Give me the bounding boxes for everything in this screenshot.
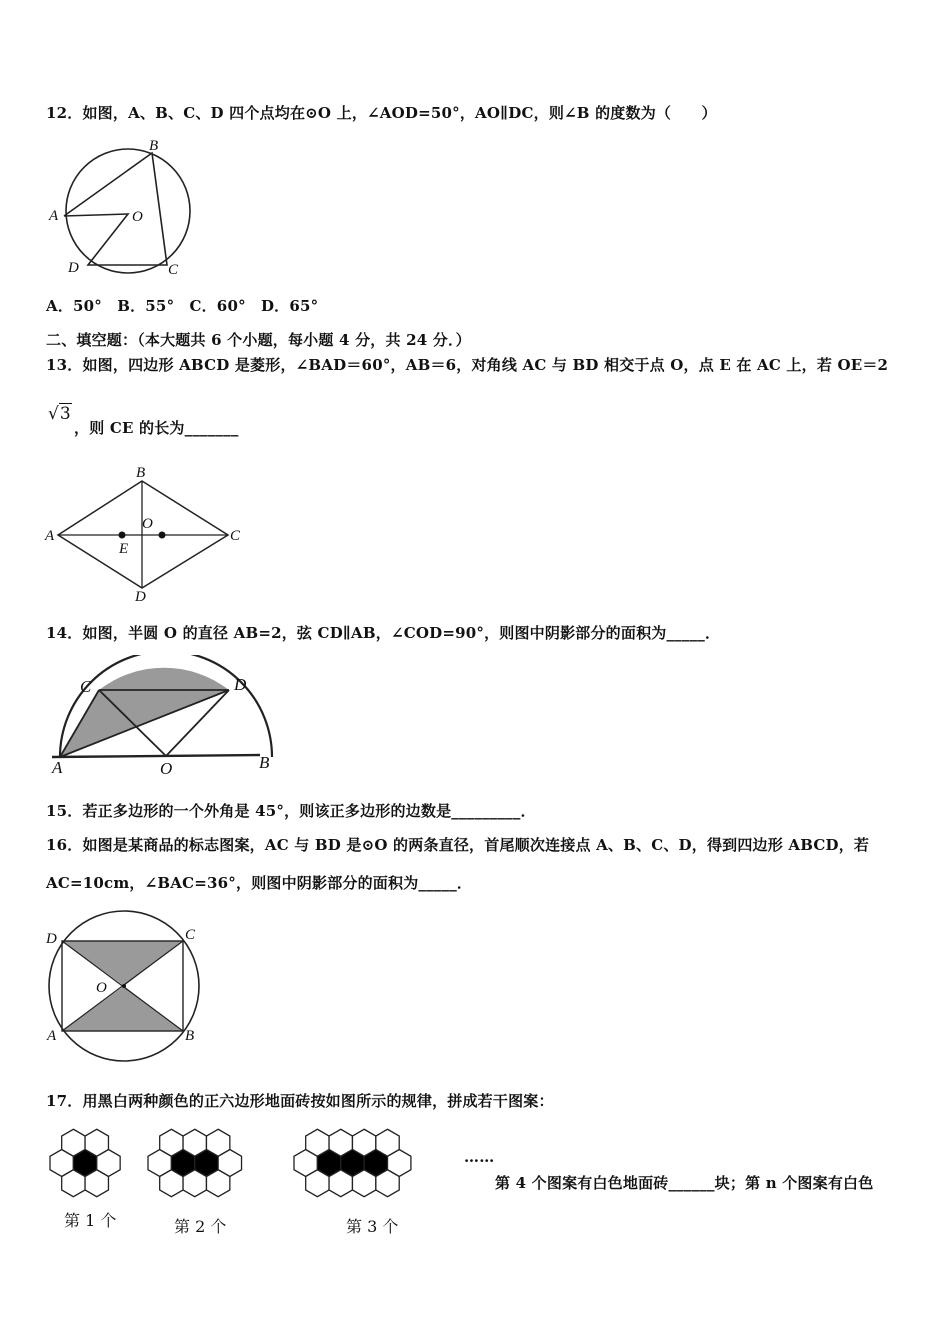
q13-label-b: B bbox=[136, 465, 146, 481]
q13-sqrt-symbol: √ bbox=[48, 404, 59, 424]
q14-figure bbox=[46, 655, 276, 777]
q14-shaded-segment bbox=[99, 668, 229, 690]
white-hex-tile bbox=[329, 1170, 352, 1197]
white-hex-tile bbox=[160, 1129, 183, 1156]
q16-label-b: B bbox=[185, 1028, 195, 1044]
q16-shaded-top bbox=[62, 941, 183, 986]
q16-figure bbox=[44, 910, 206, 1062]
q14-label-a: A bbox=[52, 758, 63, 777]
q16-label-d: D bbox=[46, 931, 57, 947]
q13-label-a: A bbox=[45, 528, 55, 544]
q12-label-b: B bbox=[149, 138, 159, 154]
q17-caption-3: 第 3 个 bbox=[346, 1217, 399, 1236]
white-hex-tile bbox=[206, 1170, 229, 1197]
q16-label-o: O bbox=[96, 980, 107, 996]
q12-circle bbox=[66, 149, 190, 273]
q16-stem-line2: AC=10cm，∠BAC=36°，则图中阴影部分的面积为_____． bbox=[46, 874, 473, 892]
white-hex-tile bbox=[206, 1129, 229, 1156]
q13-stem-line1: 13．如图，四边形 ABCD 是菱形，∠BAD＝60°，AB＝6，对角线 AC 与 BD 相交于点 O，点 E 在 AC 上，若 OE＝2 bbox=[46, 356, 889, 374]
q12-label-a: A bbox=[49, 208, 59, 224]
white-hex-tile bbox=[62, 1129, 85, 1156]
white-hex-tile bbox=[306, 1170, 329, 1197]
q12-stem: 12．如图，A、B、C、D 四个点均在⊙O 上，∠AOD=50°，AO∥DC，则∠B 的度数为（ ） bbox=[46, 104, 717, 122]
q14-label-o: O bbox=[160, 759, 173, 777]
q12-figure bbox=[46, 136, 196, 282]
q14-label-d: D bbox=[234, 675, 247, 694]
white-hex-tile bbox=[160, 1170, 183, 1197]
q13-label-d: D bbox=[135, 589, 146, 604]
q13-stem-line2: ，则 CE 的长为_______ bbox=[74, 419, 239, 437]
q16-label-a: A bbox=[47, 1028, 57, 1044]
q17-pattern-3 bbox=[294, 1129, 411, 1197]
q17-hex-patterns bbox=[44, 1122, 464, 1204]
q13-point-o2 bbox=[159, 532, 166, 539]
q12-path-abcd bbox=[64, 153, 167, 265]
q13-point-e bbox=[119, 532, 126, 539]
white-hex-tile bbox=[329, 1129, 352, 1156]
q16-center-point bbox=[122, 984, 126, 988]
white-hex-tile bbox=[85, 1129, 108, 1156]
q13-label-c: C bbox=[230, 528, 241, 544]
white-hex-tile bbox=[306, 1129, 329, 1156]
q13-sqrt bbox=[48, 404, 72, 424]
white-hex-tile bbox=[352, 1170, 375, 1197]
q17-caption-2: 第 2 个 bbox=[174, 1217, 227, 1236]
white-hex-tile bbox=[376, 1170, 399, 1197]
q14-diameter-ab bbox=[52, 755, 260, 757]
q17-pattern-1 bbox=[50, 1129, 120, 1197]
q13-figure bbox=[42, 462, 244, 604]
q16-stem-line1: 16．如图是某商品的标志图案，AC 与 BD 是⊙O 的两条直径，首尾顺次连接点 A、B、C、D，得到四边形 ABCD，若 bbox=[46, 836, 870, 854]
q17-answer-line: 第 4 个图案有白色地面砖______块；第 n 个图案有白色 bbox=[495, 1174, 874, 1192]
white-hex-tile bbox=[183, 1129, 206, 1156]
white-hex-tile bbox=[62, 1170, 85, 1197]
q15-stem: 15．若正多边形的一个外角是 45°，则该正多边形的边数是_________． bbox=[46, 802, 536, 820]
white-hex-tile bbox=[352, 1129, 375, 1156]
q14-label-c: C bbox=[80, 677, 92, 696]
q12-options: A．50° B．55° C．60° D．65° bbox=[46, 297, 319, 315]
q16-label-c: C bbox=[185, 927, 196, 943]
q13-sqrt-radicand: 3 bbox=[59, 404, 71, 424]
q13-label-o: O bbox=[142, 516, 153, 532]
q17-ellipsis: …… bbox=[464, 1148, 495, 1166]
q16-shaded-bottom bbox=[62, 986, 183, 1031]
q17-pattern-2 bbox=[148, 1129, 242, 1197]
white-hex-tile bbox=[183, 1170, 206, 1197]
q14-label-b: B bbox=[259, 753, 270, 772]
q14-stem: 14．如图，半圆 O 的直径 AB=2，弦 CD∥AB，∠COD=90°，则图中阴影部分的面积为_____． bbox=[46, 624, 721, 642]
section2-heading: 二、填空题：（本大题共 6 个小题，每小题 4 分，共 24 分．） bbox=[46, 331, 471, 349]
q17-caption-1: 第 1 个 bbox=[64, 1211, 117, 1230]
white-hex-tile bbox=[376, 1129, 399, 1156]
q12-label-c: C bbox=[168, 262, 179, 278]
q13-label-e: E bbox=[119, 541, 129, 557]
white-hex-tile bbox=[85, 1170, 108, 1197]
q12-label-o: O bbox=[132, 209, 143, 225]
q12-label-d: D bbox=[68, 260, 79, 276]
q17-stem: 17．用黑白两种颜色的正六边形地面砖按如图所示的规律，拼成若干图案： bbox=[46, 1092, 554, 1110]
